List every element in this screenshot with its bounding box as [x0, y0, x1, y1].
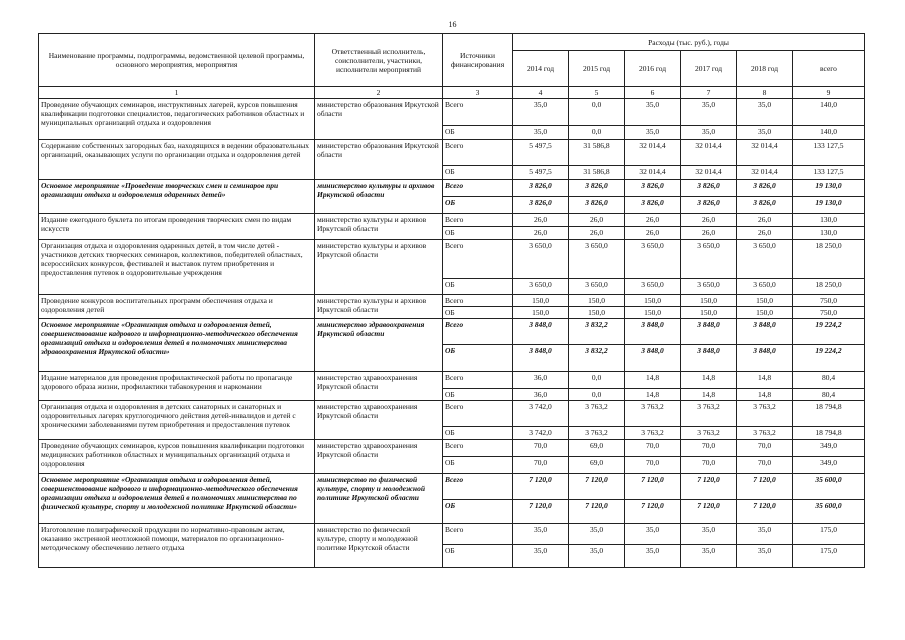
year-value: 5 497,5 [513, 166, 569, 180]
year-value: 3 826,0 [569, 180, 625, 197]
responsible-executor: министерство здравоохранения Иркутской области [315, 319, 443, 372]
total-value: 750,0 [793, 295, 865, 307]
year-value: 150,0 [569, 307, 625, 319]
year-value: 3 826,0 [513, 197, 569, 214]
year-value: 26,0 [737, 227, 793, 240]
column-index: 5 [569, 87, 625, 99]
total-value: 133 127,5 [793, 140, 865, 166]
table-row [39, 474, 865, 500]
year-value: 3 742,0 [513, 427, 569, 440]
year-value: 35,0 [513, 545, 569, 568]
year-value: 70,0 [681, 457, 737, 474]
year-value: 26,0 [737, 214, 793, 227]
year-value: 26,0 [513, 214, 569, 227]
year-value: 35,0 [513, 99, 569, 126]
funding-source: ОБ [443, 307, 513, 319]
year-value: 3 826,0 [625, 180, 681, 197]
year-value: 0,0 [569, 389, 625, 401]
table-row [39, 180, 865, 197]
responsible-executor: министерство здравоохранения Иркутской области [315, 440, 443, 474]
year-value: 150,0 [681, 295, 737, 307]
year-value: 3 650,0 [513, 240, 569, 279]
year-value: 70,0 [625, 440, 681, 457]
year-value: 3 763,2 [737, 401, 793, 427]
funding-source: ОБ [443, 197, 513, 214]
funding-source: ОБ [443, 279, 513, 295]
year-value: 32 014,4 [737, 166, 793, 180]
responsible-executor: министерство образования Иркутской области [315, 99, 443, 140]
year-value: 3 848,0 [513, 319, 569, 345]
table-row [39, 524, 865, 545]
year-value: 35,0 [625, 524, 681, 545]
year-value: 35,0 [681, 99, 737, 126]
year-value: 3 848,0 [625, 345, 681, 372]
year-value: 26,0 [681, 214, 737, 227]
total-value: 19 224,2 [793, 345, 865, 372]
year-value: 7 120,0 [737, 474, 793, 500]
year-value: 3 650,0 [513, 279, 569, 295]
activity-name: Основное мероприятие «Организация отдыха и оздоровления детей, совершенствование кадрового и информационно-методического обеспечения организации отдыха и оздоровления детей в полномочиях министерства по физической культуре, спорту и молодежной политике Иркутской области» [39, 474, 315, 524]
total-value: 175,0 [793, 545, 865, 568]
year-value: 14,8 [625, 372, 681, 389]
year-value: 32 014,4 [737, 140, 793, 166]
year-value: 14,8 [737, 389, 793, 401]
year-value: 0,0 [569, 126, 625, 140]
column-index: 2 [315, 87, 443, 99]
activity-name: Проведение обучающих семинаров, курсов повышения квалификации подготовки медицинских работников областных и муниципальных организаций отдыха и оздоровления [39, 440, 315, 474]
year-value: 150,0 [513, 295, 569, 307]
activity-name: Содержание собственных загородных баз, находящихся в ведении образовательных организаций, оказывающих услуги по организации отдыха и оздоровления детей [39, 140, 315, 180]
year-value: 35,0 [569, 545, 625, 568]
activity-name: Организация отдыха и оздоровления в детских санаторных и санаторных и оздоровительных лагерях круглогодичного действия детей-инвалидов и детей с хроническими заболеваниями путем приобретения и предоставления путевок [39, 401, 315, 440]
year-value: 150,0 [625, 307, 681, 319]
funding-source: ОБ [443, 345, 513, 372]
total-value: 140,0 [793, 126, 865, 140]
funding-source: Всего [443, 524, 513, 545]
header-expenses: Расходы (тыс. руб.), годы [513, 34, 865, 51]
table-row [39, 372, 865, 389]
year-value: 35,0 [625, 99, 681, 126]
column-index: 3 [443, 87, 513, 99]
year-value: 3 650,0 [737, 240, 793, 279]
year-value: 32 014,4 [625, 140, 681, 166]
responsible-executor: министерство культуры и архивов Иркутской области [315, 180, 443, 214]
responsible-executor: министерство образования Иркутской области [315, 140, 443, 180]
activity-name: Основное мероприятие «Проведение творческих смен и семинаров при организации отдыха и оздоровления одаренных детей» [39, 180, 315, 214]
table-row [39, 240, 865, 279]
total-value: 750,0 [793, 307, 865, 319]
funding-source: Всего [443, 180, 513, 197]
year-value: 26,0 [513, 227, 569, 240]
year-value: 7 120,0 [681, 500, 737, 524]
funding-source: Всего [443, 319, 513, 345]
table-row [39, 401, 865, 427]
year-value: 69,0 [569, 457, 625, 474]
year-value: 32 014,4 [681, 166, 737, 180]
activity-name: Проведение обучающих семинаров, инструктивных лагерей, курсов повышения квалификации подготовки специалистов, педагогических работников областных и муниципальных организаций отдыха и оздоровления [39, 99, 315, 140]
budget-table [38, 33, 865, 568]
total-value: 80,4 [793, 389, 865, 401]
total-value: 133 127,5 [793, 166, 865, 180]
activity-name: Организация отдыха и оздоровления одаренных детей, в том числе детей - участников детских творческих семинаров, коллективов, победителей областных, всероссийских конкурсов, фестивалей и выставок путем приобретения и предоставления путевок в оздоровительные учреждения [39, 240, 315, 295]
total-value: 35 600,0 [793, 500, 865, 524]
year-value: 3 763,2 [625, 427, 681, 440]
header-source: Источники финансирования [443, 34, 513, 87]
year-value: 3 826,0 [737, 180, 793, 197]
year-value: 3 826,0 [681, 180, 737, 197]
year-value: 3 650,0 [569, 279, 625, 295]
year-value: 7 120,0 [569, 474, 625, 500]
year-value: 26,0 [569, 214, 625, 227]
year-value: 70,0 [513, 440, 569, 457]
year-value: 70,0 [737, 457, 793, 474]
total-value: 349,0 [793, 440, 865, 457]
header-name: Наименование программы, подпрограммы, ведомственной целевой программы, основного мероприятия, мероприятия [39, 34, 315, 87]
total-value: 19 130,0 [793, 180, 865, 197]
year-value: 26,0 [625, 227, 681, 240]
year-value: 3 848,0 [681, 319, 737, 345]
total-value: 349,0 [793, 457, 865, 474]
funding-source: ОБ [443, 126, 513, 140]
funding-source: ОБ [443, 389, 513, 401]
year-value: 31 586,8 [569, 166, 625, 180]
table-row [39, 319, 865, 345]
funding-source: Всего [443, 295, 513, 307]
year-value: 35,0 [569, 524, 625, 545]
total-value: 35 600,0 [793, 474, 865, 500]
year-value: 3 826,0 [625, 197, 681, 214]
year-value: 35,0 [737, 545, 793, 568]
year-value: 26,0 [569, 227, 625, 240]
year-value: 150,0 [569, 295, 625, 307]
column-index: 6 [625, 87, 681, 99]
responsible-executor: министерство по физической культуре, спорту и молодежной политике Иркутской области [315, 524, 443, 568]
year-value: 69,0 [569, 440, 625, 457]
total-value: 175,0 [793, 524, 865, 545]
year-value: 3 763,2 [681, 401, 737, 427]
total-value: 140,0 [793, 99, 865, 126]
year-value: 3 848,0 [737, 319, 793, 345]
total-value: 19 224,2 [793, 319, 865, 345]
funding-source: Всего [443, 99, 513, 126]
year-value: 7 120,0 [625, 474, 681, 500]
responsible-executor: министерство культуры и архивов Иркутской области [315, 214, 443, 240]
header-year: 2015 год [569, 51, 625, 87]
year-value: 35,0 [681, 545, 737, 568]
year-value: 150,0 [737, 307, 793, 319]
total-value: 18 250,0 [793, 240, 865, 279]
year-value: 36,0 [513, 372, 569, 389]
funding-source: ОБ [443, 227, 513, 240]
year-value: 3 650,0 [625, 279, 681, 295]
responsible-executor: министерство культуры и архивов Иркутской области [315, 240, 443, 295]
header-year: 2014 год [513, 51, 569, 87]
responsible-executor: министерство здравоохранения Иркутской области [315, 401, 443, 440]
total-value: 18 250,0 [793, 279, 865, 295]
funding-source: Всего [443, 214, 513, 227]
year-value: 32 014,4 [681, 140, 737, 166]
total-value: 80,4 [793, 372, 865, 389]
page-number: 16 [448, 20, 457, 29]
funding-source: ОБ [443, 457, 513, 474]
year-value: 26,0 [625, 214, 681, 227]
responsible-executor: министерство культуры и архивов Иркутской области [315, 295, 443, 319]
year-value: 5 497,5 [513, 140, 569, 166]
year-value: 14,8 [737, 372, 793, 389]
year-value: 3 763,2 [737, 427, 793, 440]
year-value: 35,0 [737, 524, 793, 545]
year-value: 35,0 [737, 99, 793, 126]
year-value: 7 120,0 [513, 474, 569, 500]
header-year: 2018 год [737, 51, 793, 87]
year-value: 14,8 [625, 389, 681, 401]
column-index: 9 [793, 87, 865, 99]
year-value: 35,0 [737, 126, 793, 140]
year-value: 3 848,0 [681, 345, 737, 372]
funding-source: Всего [443, 401, 513, 427]
funding-source: ОБ [443, 500, 513, 524]
column-index: 8 [737, 87, 793, 99]
year-value: 3 848,0 [625, 319, 681, 345]
year-value: 3 832,2 [569, 319, 625, 345]
year-value: 70,0 [737, 440, 793, 457]
year-value: 3 763,2 [569, 401, 625, 427]
activity-name: Изготовление полиграфической продукции по нормативно-правовым актам, оказанию экстренной неотложной помощи, материалов по организационно-методическому обеспечению летнего отдыха [39, 524, 315, 568]
table-row [39, 440, 865, 457]
year-value: 14,8 [681, 372, 737, 389]
column-index: 7 [681, 87, 737, 99]
year-value: 70,0 [625, 457, 681, 474]
header-year: 2017 год [681, 51, 737, 87]
year-value: 70,0 [513, 457, 569, 474]
year-value: 3 650,0 [625, 240, 681, 279]
year-value: 3 650,0 [681, 240, 737, 279]
year-value: 3 832,2 [569, 345, 625, 372]
year-value: 3 826,0 [681, 197, 737, 214]
year-value: 150,0 [513, 307, 569, 319]
funding-source: Всего [443, 240, 513, 279]
year-value: 32 014,4 [625, 166, 681, 180]
responsible-executor: министерство по физической культуре, спорту и молодежной политике Иркутской области [315, 474, 443, 524]
total-value: 18 794,8 [793, 427, 865, 440]
header-total: всего [793, 51, 865, 87]
year-value: 3 763,2 [569, 427, 625, 440]
index-row [39, 87, 865, 99]
year-value: 3 650,0 [681, 279, 737, 295]
activity-name: Проведение конкурсов воспитательных программ обеспечения отдыха и оздоровления детей [39, 295, 315, 319]
year-value: 35,0 [513, 126, 569, 140]
year-value: 14,8 [681, 389, 737, 401]
total-value: 130,0 [793, 227, 865, 240]
funding-source: Всего [443, 474, 513, 500]
year-value: 3 848,0 [737, 345, 793, 372]
funding-source: ОБ [443, 545, 513, 568]
year-value: 0,0 [569, 99, 625, 126]
year-value: 3 826,0 [569, 197, 625, 214]
year-value: 35,0 [625, 126, 681, 140]
year-value: 7 120,0 [737, 500, 793, 524]
year-value: 7 120,0 [681, 474, 737, 500]
year-value: 3 826,0 [513, 180, 569, 197]
funding-source: Всего [443, 440, 513, 457]
total-value: 18 794,8 [793, 401, 865, 427]
year-value: 3 763,2 [625, 401, 681, 427]
funding-source: ОБ [443, 427, 513, 440]
year-value: 3 742,0 [513, 401, 569, 427]
header-year: 2016 год [625, 51, 681, 87]
year-value: 3 763,2 [681, 427, 737, 440]
table-row [39, 295, 865, 307]
year-value: 150,0 [625, 295, 681, 307]
year-value: 35,0 [681, 524, 737, 545]
activity-name: Основное мероприятие «Организация отдыха и оздоровления детей, совершенствование кадрового и информационно-методического обеспечения организаций отдыха и оздоровления детей в полномочиях министерства здравоохранения Иркутской области» [39, 319, 315, 372]
funding-source: Всего [443, 372, 513, 389]
funding-source: Всего [443, 140, 513, 166]
total-value: 130,0 [793, 214, 865, 227]
year-value: 7 120,0 [569, 500, 625, 524]
activity-name: Издание материалов для проведения профилактической работы по пропаганде здорового образа жизни, профилактики табакокурения и наркомании [39, 372, 315, 401]
year-value: 150,0 [737, 295, 793, 307]
year-value: 3 826,0 [737, 197, 793, 214]
header-executor: Ответственный исполнитель, соисполнители, участники, исполнители мероприятий [315, 34, 443, 87]
year-value: 35,0 [513, 524, 569, 545]
year-value: 35,0 [625, 545, 681, 568]
year-value: 35,0 [681, 126, 737, 140]
year-value: 7 120,0 [513, 500, 569, 524]
year-value: 150,0 [681, 307, 737, 319]
year-value: 36,0 [513, 389, 569, 401]
year-value: 3 650,0 [737, 279, 793, 295]
column-index: 1 [39, 87, 315, 99]
year-value: 70,0 [681, 440, 737, 457]
table-body [39, 99, 865, 568]
year-value: 26,0 [681, 227, 737, 240]
table-row [39, 99, 865, 126]
activity-name: Издание ежегодного буклета по итогам проведения творческих смен по видам искусств [39, 214, 315, 240]
year-value: 31 586,8 [569, 140, 625, 166]
responsible-executor: министерство здравоохранения Иркутской области [315, 372, 443, 401]
year-value: 3 848,0 [513, 345, 569, 372]
funding-source: ОБ [443, 166, 513, 180]
year-value: 3 650,0 [569, 240, 625, 279]
total-value: 19 130,0 [793, 197, 865, 214]
year-value: 0,0 [569, 372, 625, 389]
column-index: 4 [513, 87, 569, 99]
year-value: 7 120,0 [625, 500, 681, 524]
table-row [39, 214, 865, 227]
table-row [39, 140, 865, 166]
